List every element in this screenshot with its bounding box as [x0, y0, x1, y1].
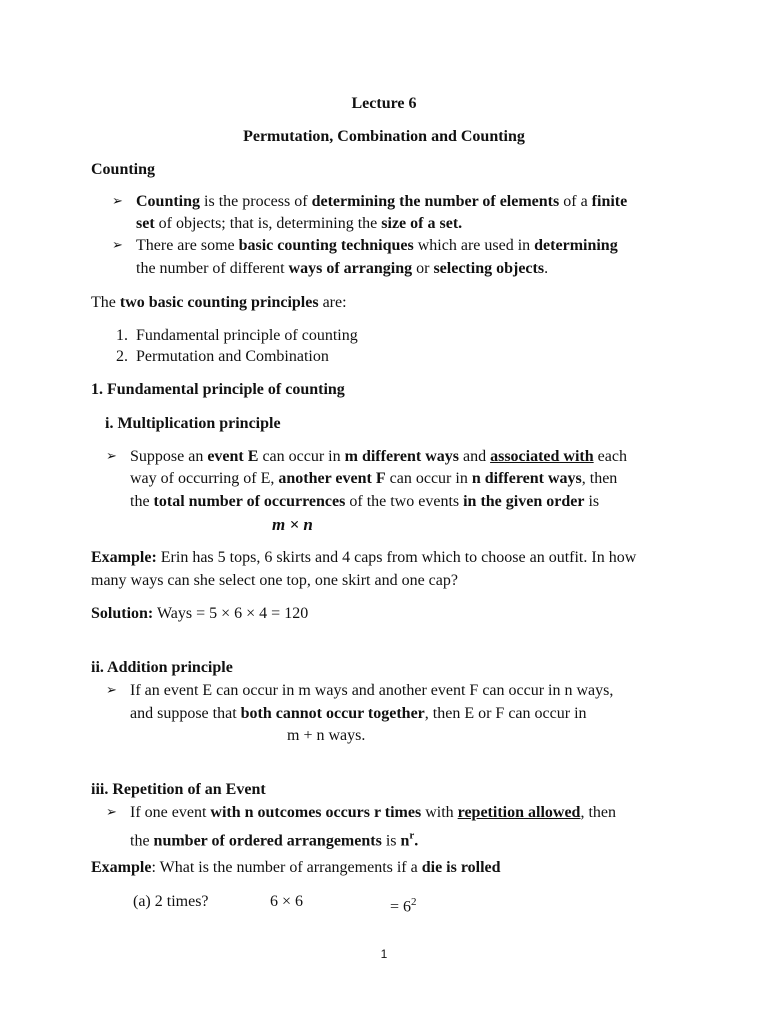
example-part-a-expression: 6 × 6	[270, 893, 304, 910]
multiplication-line3: the total number of occurrences of the two events in the given order is	[130, 493, 600, 510]
counting-definition-line1: Counting is the process of determining the number of elements of a finite	[136, 193, 628, 210]
example-part-a-label: (a) 2 times?	[133, 893, 209, 910]
solution-line: Solution: Ways = 5 × 6 × 4 = 120	[91, 605, 309, 622]
example-erin-line1: Example: Erin has 5 tops, 6 skirts and 4 caps from which to choose an outfit. In how	[91, 549, 637, 566]
list-item-text: Permutation and Combination	[136, 348, 329, 365]
page-title: Permutation, Combination and Counting	[243, 128, 525, 145]
bullet-arrow-icon: ➢	[112, 194, 123, 209]
addition-line2: and suppose that both cannot occur together, then E or F can occur in	[130, 705, 587, 722]
section-heading-counting: Counting	[91, 161, 156, 178]
list-item-text: Fundamental principle of counting	[136, 327, 358, 344]
counting-definition-line2: set of objects; that is, determining the size of a set.	[136, 215, 463, 232]
lecture-number: Lecture 6	[351, 95, 417, 112]
counting-techniques-line1: There are some basic counting techniques which are used in determining	[136, 237, 618, 254]
bullet-arrow-icon: ➢	[106, 449, 117, 464]
principles-intro: The two basic counting principles are:	[91, 294, 347, 311]
repetition-line2: the number of ordered arrangements is $n^r$.	[130, 830, 419, 850]
example-part-a-result: = $6^2$	[390, 896, 417, 916]
list-item: 1.	[116, 327, 128, 344]
example-erin-line2: many ways can she select one top, one skirt and one cap?	[91, 572, 458, 589]
section-heading-fundamental: 1. Fundamental principle of counting	[91, 381, 345, 398]
example-die-rolled: Example: What is the number of arrangements if a die is rolled	[91, 859, 501, 876]
repetition-line1: If one event with n outcomes occurs r times with repetition allowed, then	[130, 804, 616, 821]
subheading-multiplication: i. Multiplication principle	[105, 415, 281, 432]
bullet-arrow-icon: ➢	[112, 238, 123, 253]
multiplication-line2: way of occurring of E, another event F can occur in n different ways, then	[130, 470, 618, 487]
page-number: 1	[380, 947, 388, 961]
subheading-repetition: iii. Repetition of an Event	[91, 781, 266, 798]
formula-m-times-n: m × n	[272, 515, 313, 534]
counting-techniques-line2: the number of different ways of arranging or selecting objects.	[136, 260, 549, 277]
list-item: 2.	[116, 348, 128, 365]
bullet-arrow-icon: ➢	[106, 683, 117, 698]
addition-line1: If an event E can occur in m ways and another event F can occur in n ways,	[130, 682, 614, 699]
addition-formula: m + n ways.	[287, 727, 366, 744]
multiplication-line1: Suppose an event E can occur in m different ways and associated with each	[130, 448, 627, 465]
subheading-addition: ii. Addition principle	[91, 659, 233, 676]
bullet-arrow-icon: ➢	[106, 805, 117, 820]
